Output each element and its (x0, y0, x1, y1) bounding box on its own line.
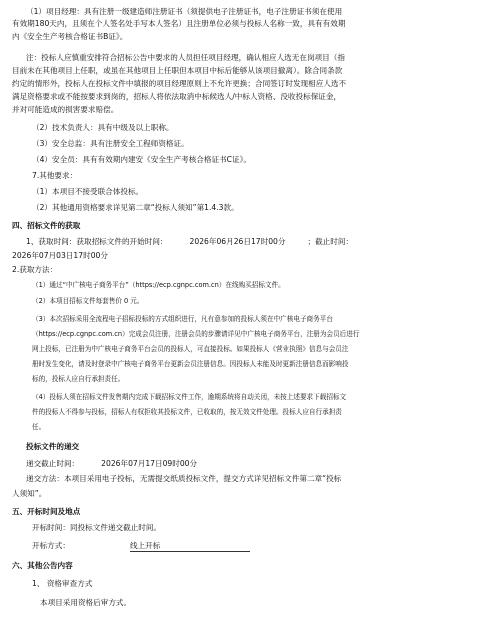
text-line: （4）投标人须在招标文件发售期内完成下载招标文件工作，逾期系统将自动关闭，未按上述要求下载招标文 (32, 393, 347, 401)
text-line: （1）本项目不接受联合体投标。 (32, 187, 144, 196)
text-line: 并对可能造成的损害要求赔偿。 (12, 105, 119, 114)
text-line: （4）安全员：具有有效期内建安《安全生产考核合格证书C证》。 (32, 155, 251, 164)
text-line: 任。 (32, 423, 46, 431)
text-line: 标的，投标人应自行承担责任。 (32, 375, 125, 383)
text-line (0, 540, 499, 552)
text-line: 递交方法：本项目采用电子投标，无需提交纸质投标文件，提交方式详见招标文件第二章“投标 (26, 474, 342, 483)
text-line: 7.其他要求： (32, 171, 78, 180)
text-line: 本项目采用资格后审方式。 (40, 598, 132, 607)
text-line (0, 236, 499, 247)
label-submit-deadline: 递交截止时间： (26, 459, 80, 468)
section-heading: 五、开标时间及地点 (12, 507, 81, 516)
section-heading: 六、其他公告内容 (12, 561, 73, 570)
text-line: 有效期180天内，且须在个人签名处手写本人签名）且注册单位必须与投标人名称一致，具有有效期 (12, 19, 346, 28)
text-line: （1）通过“中广核电子商务平台”（https://ecp.cgnpc.com.cn）在线购买招标文件。 (32, 281, 285, 289)
text-line: （2）技术负责人：具有中级及以上职称。 (32, 123, 174, 132)
fetch-start-time: 2026年06月26日17时00分 (189, 237, 286, 246)
text-line: 人须知”。 (12, 489, 47, 498)
text-line: （3）本次招标采用全流程电子招标投标的方式组织进行，凡有意参加的投标人须在中广核电子商务平台 (32, 315, 333, 323)
text-line: （1）项目经理：具有注册一级建造师注册证书（须提供电子注册证书，电子注册证书须在使用 (26, 7, 343, 16)
label-open-method: 开标方式： (32, 541, 70, 550)
text-line: 2.获取方法： (12, 265, 58, 274)
text-line: （2）其他通用资格要求详见第二章“投标人须知”第1.4.3款。 (32, 203, 239, 212)
text-line: 约定的情形外，投标人在投标文件中填报的项目经理原则上不允许更换；合同签订时发现相应人选不 (12, 79, 347, 88)
text-line: 满足资格要求或不能按要求到岗的，招标人将依法取消中标候选人/中标人资格、没收投标保证金， (12, 92, 342, 101)
section-heading: 四、招标文件的获取 (12, 221, 81, 230)
text-line: （3）安全总监：具有注册安全工程师资格证。 (32, 139, 189, 148)
section-heading: 投标文件的递交 (26, 442, 80, 451)
text-line: 网上投标，已注册为中广核电子商务平台会员的投标人，可直接投标。如果投标人《营业执照》信息与会员注 (32, 345, 349, 353)
submit-deadline: 2026年07月17日09时00分 (101, 459, 198, 468)
text-line: 注：投标人应慎重安排符合招标公告中要求的人员担任项目经理，确认相应人选无在岗项目（指 (26, 53, 345, 62)
label-deadline: ；截止时间： (307, 237, 354, 246)
text-line: （https://ecp.cgnpc.com.cn）完成会员注册，注册会员的步骤请详见中广核电子商务平台，注册为会员后进行 (32, 330, 360, 338)
text-line: 内《安全生产考核合格证书B证》。 (12, 32, 128, 41)
text-line: 目前未在其他项目上任职，或虽在其他项目上任职但本项目中标后能够从该项目撤离）。除合同条款 (12, 66, 343, 75)
text-line: 件的投标人不得参与投标，招标人有权拒收其投标文件，已收取的，按无效文件处理。投标人应自行承担责 (32, 408, 342, 416)
text-line (0, 458, 499, 469)
text-line: 册时发生变化，请及时登录中广核电子商务平台更新会员注册信息。因投标人未能及时更新注册信息而影响投 (32, 360, 349, 368)
text-line: 开标时间：同投标文件递交截止时间。 (32, 523, 162, 532)
text-line: 2026年07月03日17时00分 (12, 251, 108, 260)
text-line: （2）本项目招标文件每套售价 0 元。 (32, 297, 144, 305)
text-line: 1、 资格审查方式 (32, 579, 93, 588)
label-fetch-time: 1、获取时间：获取招标文件的开始时间： (26, 237, 168, 246)
open-method-value: 线上开标 (130, 540, 250, 552)
